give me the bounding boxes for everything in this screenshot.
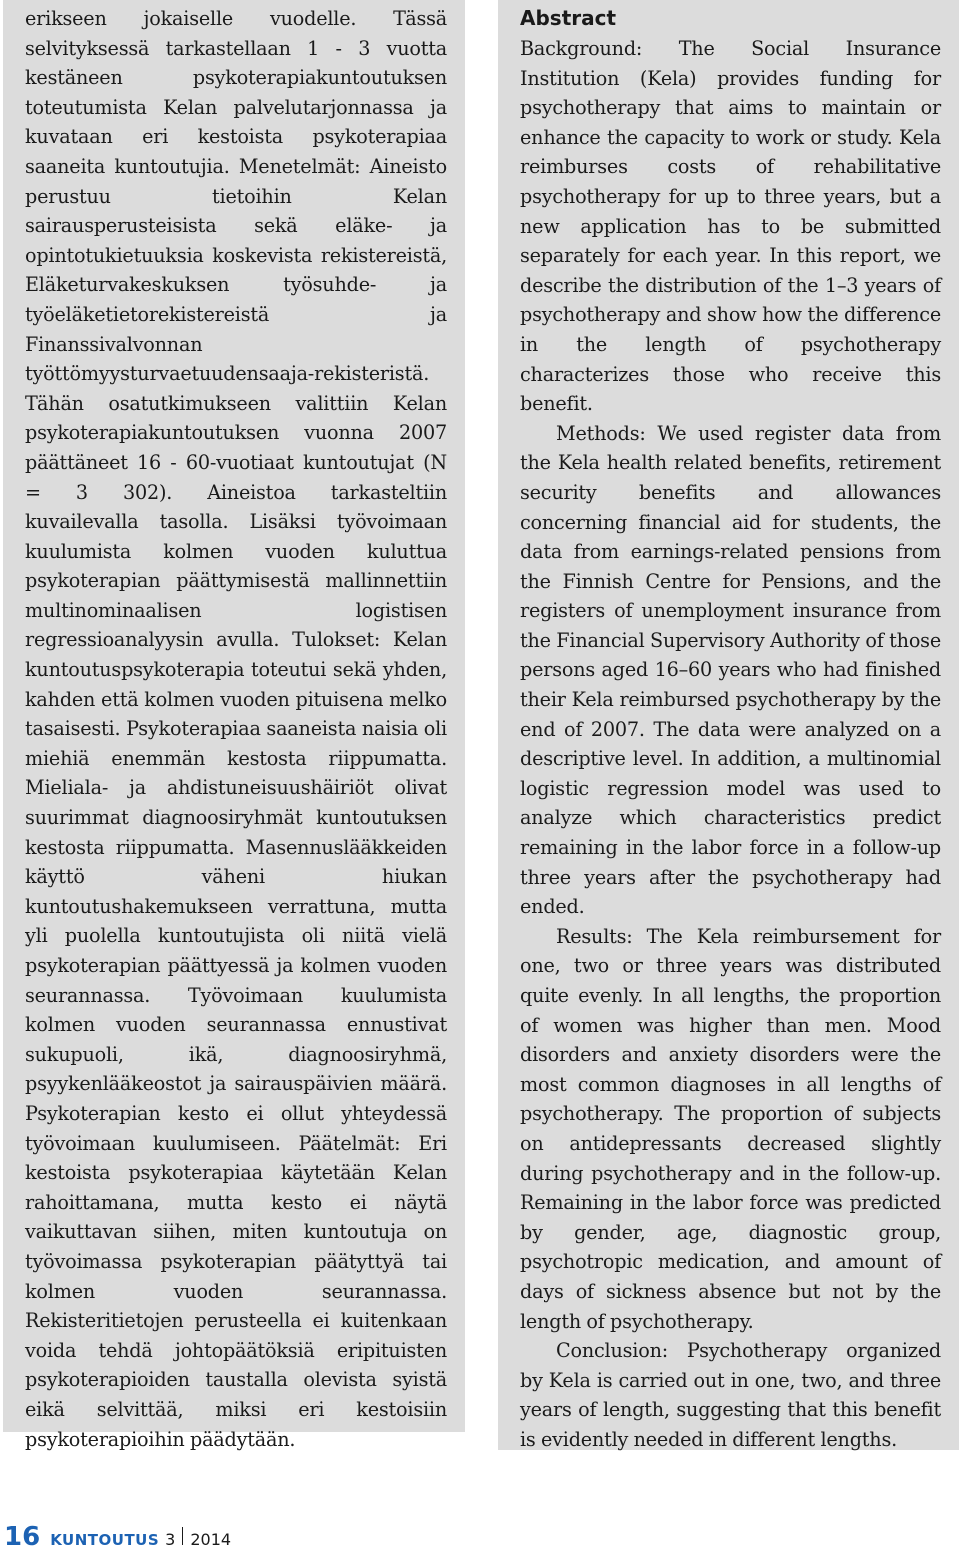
page-footer bbox=[4, 1522, 231, 1552]
abstract-conclusion-paragraph: Conclusion: Psychotherapy organized by Kela is carried out in one, two, and three years of length, suggesting that this benefit is evidently needed in different lengths. bbox=[520, 1339, 941, 1451]
issue-number: 3 bbox=[165, 1530, 176, 1549]
journal-name: KUNTOUTUS bbox=[50, 1531, 160, 1549]
issue-separator bbox=[182, 1527, 183, 1545]
finnish-abstract-column bbox=[3, 0, 465, 1451]
page-number: 16 bbox=[4, 1522, 41, 1552]
abstract-methods-paragraph: Methods: We used register data from the Kela health related benefits, retirement security benefits and allowances concerning financial aid for students, the data from earnings-related pensions from the Finnish Centre for Pensions, and the registers of unemployment insurance from the Financial Supervisory Authority of those persons aged 16–60 years who had finished their Kela reimbursed psychotherapy by the end of 2007. The data were analyzed on a descriptive level. In addition, a multinomial logistic regression model was used to analyze which characteristics predict remaining in the labor force in a follow-up three years after the psychotherapy had ended. bbox=[520, 421, 941, 919]
publication-year: 2014 bbox=[190, 1530, 232, 1549]
abstract-heading: Abstract bbox=[520, 6, 617, 30]
abstract-results-paragraph: Results: The Kela reimbursement for one, two or three years was distributed quite evenly. In all lengths, the proportion of women was higher than men. Mood disorders and anxiety disorders were the most common diagnoses in all lengths of psychotherapy. The proportion of subjects on antidepressants decreased slightly during psychotherapy and in the follow-up. Remaining in the labor force was predicted by gender, age, diagnostic group, psychotropic medication, and amount of days of sickness absence but not by the length of psychotherapy. bbox=[520, 924, 941, 1333]
finnish-abstract-text: erikseen jokaiselle vuodelle. Tässä selvityksessä tarkastellaan 1 - 3 vuotta kestäneen psykoterapiakuntoutuksen toteutumista Kelan palvelutarjonnassa ja kuvataan eri kestoista psykoterapiaa saaneita kuntoutujia. Menetelmät: Aineisto perustuu tietoihin Kelan sairausperusteisista sekä eläke- ja opintotukietuuksia koskevista rekistereistä, Eläketurvakeskuksen työsuhde- ja työeläketietorekistereistä ja Finanssivalvonnan työttömyysturvaetuudensaaja-rekisteristä. Tähän osatutkimukseen valittiin Kelan psykoterapiakuntoutuksen vuonna 2007 päättäneet 16 - 60-vuotiaat kuntoutujat (N = 3 302). Aineistoa tarkasteltiin kuvailevalla tasolla. Lisäksi työvoimaan kuulumista kolmen vuoden kuluttua psykoterapian päättymisestä mallinnettiin multinominaalisen logistisen regressioanalyysin avulla. Tulokset: Kelan kuntoutuspsykoterapia toteutui sekä yhden, kahden että kolmen vuoden pituisena melko tasaisesti. Psykoterapiaa saaneista naisia oli miehiä enemmän kestosta riippumatta. Mieliala- ja ahdistuneisuushäiriöt olivat suurimmat diagnoosiryhmät kuntoutuksen kestosta riippumatta. Masennuslääkkeiden käyttö väheni hiukan kuntoutushakemukseen verrattuna, mutta yli puolella kuntoutujista oli niitä vielä psykoterapian päättyessä ja kolmen vuoden seurannassa. Työvoimaan kuulumista kolmen vuoden seurannassa ennustivat sukupuoli, ikä, diagnoosiryhmä, psyykenlääkeostot ja sairauspäivien määrä. Psykoterapian kesto ei ollut yhteydessä työvoimaan kuulumiseen. Päätelmät: Eri kestoista psykoterapiaa käytetään Kelan rahoittamana, mutta kesto ei näytä vaikuttavan siihen, miten kuntoutuja on työvoimassa psykoterapian päätyttyä tai kolmen vuoden seurannassa. Rekisteritietojen perusteella ei kuitenkaan voida tehdä johtopäätöksiä eripituisten psykoterapioiden taustalla olevista syistä eikä selvittää, miksi eri kestoisiin psykoterapioihin päädytään. bbox=[25, 7, 447, 1451]
english-abstract-column bbox=[498, 0, 959, 1450]
abstract-background-paragraph: Background: The Social Insurance Institution (Kela) provides funding for psychotherapy that aims to maintain or enhance the capacity to work or study. Kela reimburses costs of rehabilitative psychotherapy for up to three years, but a new application has to be submitted separately for each year. In this report, we describe the distribution of the 1–3 years of psychotherapy and show how the difference in the length of psychotherapy characterizes those who receive this benefit. bbox=[520, 37, 941, 416]
